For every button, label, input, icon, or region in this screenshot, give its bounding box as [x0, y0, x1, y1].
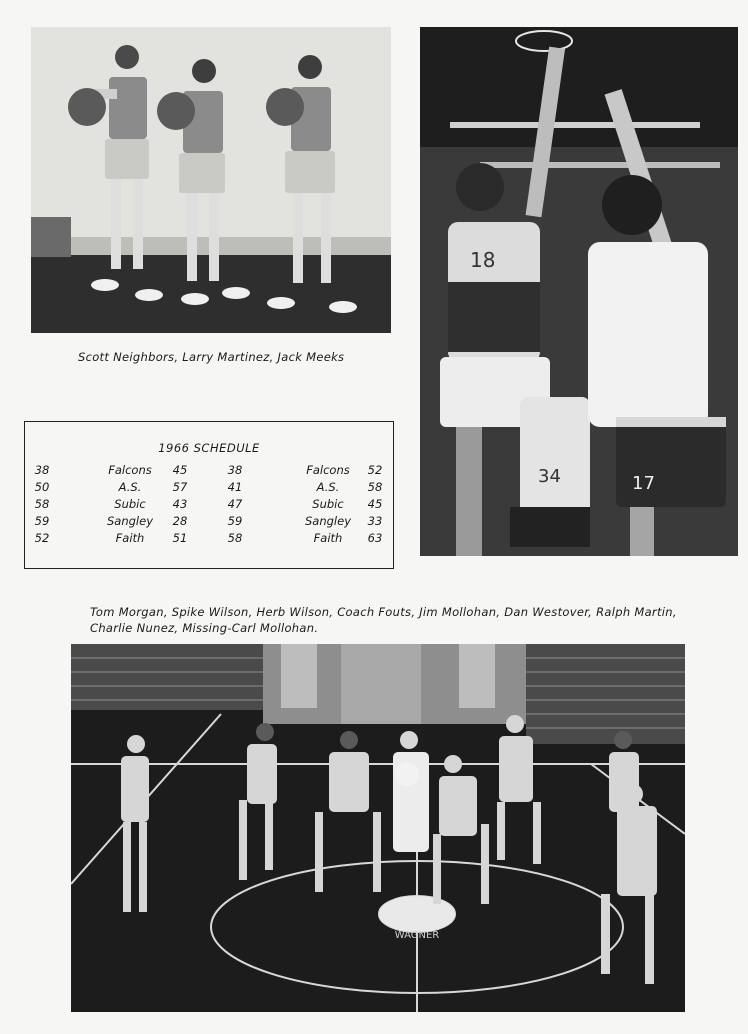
score-opp: 51: [172, 531, 188, 545]
jersey-18: 18: [470, 248, 496, 272]
schedule-row: [25, 497, 393, 514]
top-photo-caption: Scott Neighbors, Larry Martinez, Jack Meeks: [78, 350, 345, 364]
schedule-row: [25, 531, 393, 548]
jersey-17: 17: [632, 473, 655, 494]
opponent: Sangley: [106, 514, 153, 528]
score-us: 59: [227, 514, 243, 528]
score-us: 58: [227, 531, 243, 545]
score-opp: 58: [367, 480, 383, 494]
score-us: 41: [227, 480, 243, 494]
score-us: 59: [34, 514, 50, 528]
score-us: 38: [227, 463, 243, 477]
score-us: 38: [34, 463, 50, 477]
score-opp: 45: [367, 497, 383, 511]
score-opp: 57: [172, 480, 188, 494]
score-us: 52: [34, 531, 50, 545]
score-opp: 43: [172, 497, 188, 511]
score-opp: 63: [367, 531, 383, 545]
photo-three-players: [31, 27, 391, 333]
team-caption-line1: Tom Morgan, Spike Wilson, Herb Wilson, Coach Fouts, Jim Mollohan, Dan Westover, Ralph Martin,: [90, 605, 677, 619]
opponent: Subic: [312, 497, 344, 511]
schedule-row: [25, 514, 393, 531]
court-logo-text: WAGNER: [394, 930, 440, 941]
jersey-34: 34: [538, 466, 561, 487]
opponent: Faith: [313, 531, 343, 545]
schedule-row: [25, 480, 393, 497]
opponent: Falcons: [108, 463, 152, 477]
score-us: 58: [34, 497, 50, 511]
rebound-action-image: [420, 27, 738, 556]
opponent: A.S.: [316, 480, 340, 494]
opponent: Subic: [114, 497, 146, 511]
schedule-title: 1966 SCHEDULE: [158, 441, 260, 455]
score-us: 50: [34, 480, 50, 494]
schedule-box: [24, 421, 394, 569]
photo-team-court: [71, 644, 685, 1012]
team-court-image: [71, 644, 685, 1012]
photo-rebound-action: [420, 27, 738, 556]
score-opp: 45: [172, 463, 188, 477]
score-opp: 33: [367, 514, 383, 528]
opponent: Falcons: [306, 463, 350, 477]
opponent: Sangley: [304, 514, 351, 528]
score-opp: 52: [367, 463, 383, 477]
score-opp: 28: [172, 514, 188, 528]
three-players-image: [31, 27, 391, 333]
schedule-row: [25, 463, 393, 480]
score-us: 47: [227, 497, 243, 511]
team-caption-line2: Charlie Nunez, Missing-Carl Mollohan.: [90, 621, 319, 635]
opponent: Faith: [115, 531, 145, 545]
opponent: A.S.: [118, 480, 142, 494]
